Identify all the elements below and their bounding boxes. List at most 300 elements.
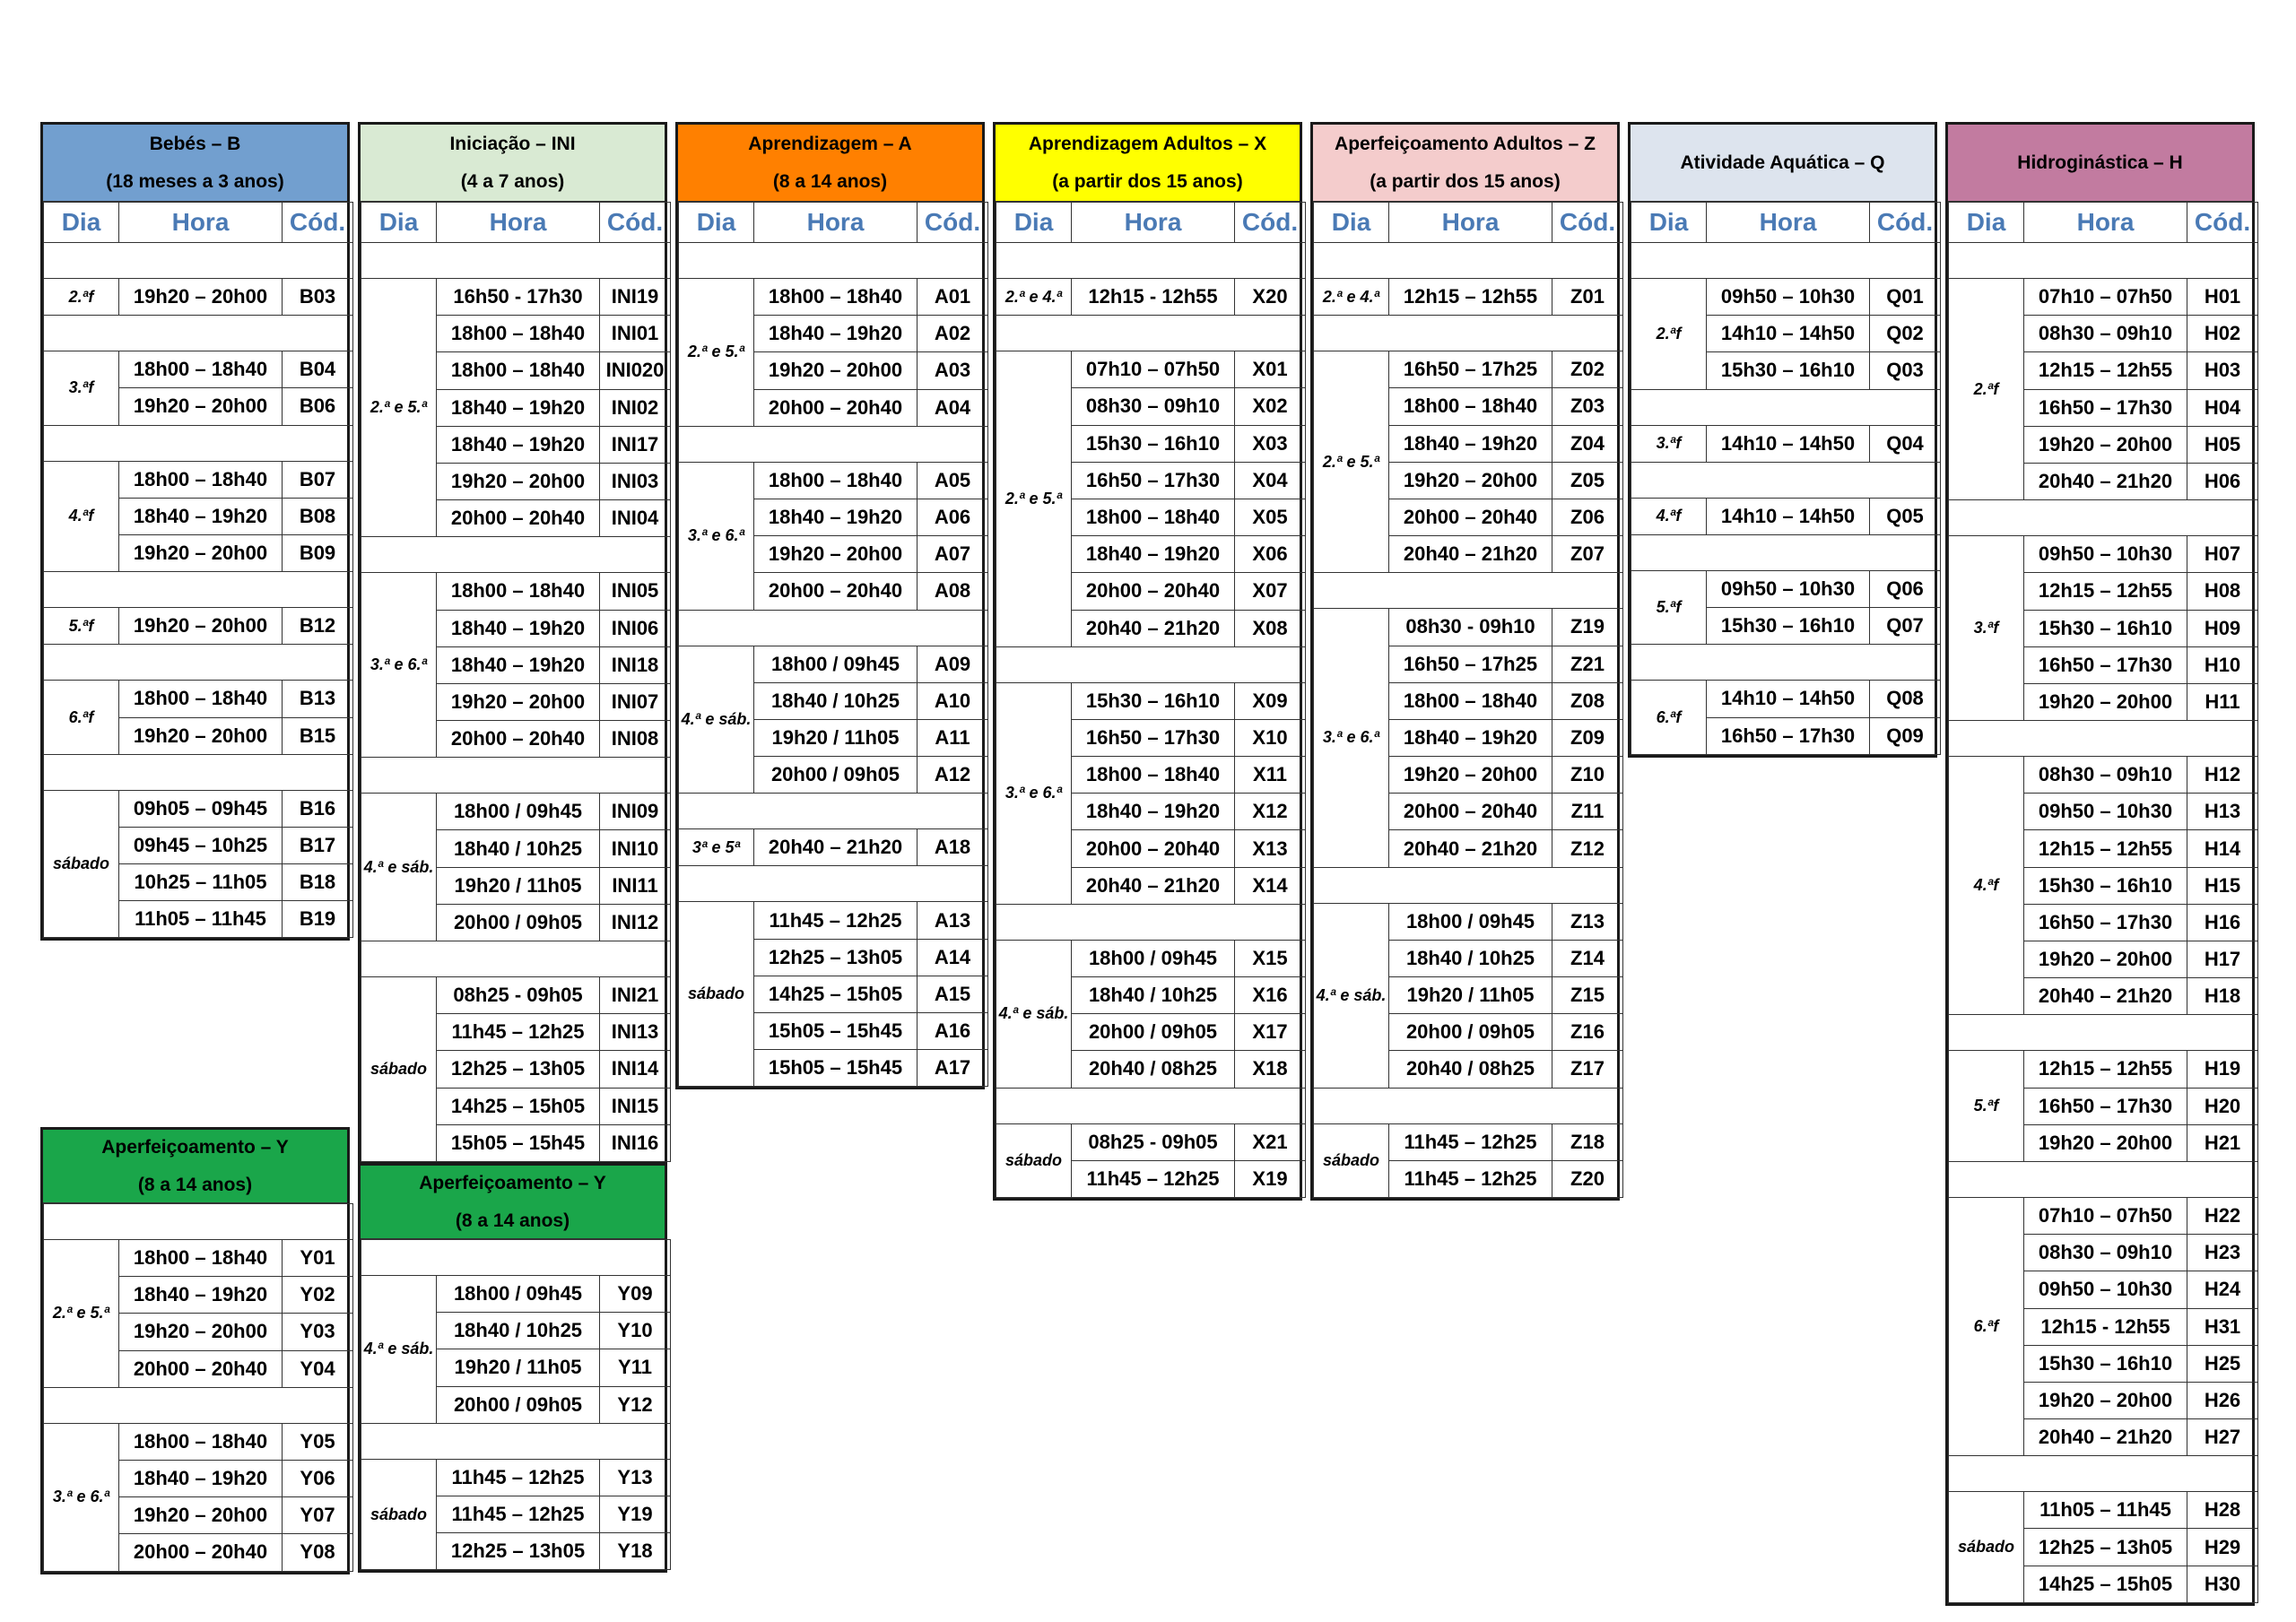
time-cell: 16h50 – 17h30 — [1072, 462, 1235, 499]
code-cell: H20 — [2187, 1088, 2258, 1124]
time-cell: 15h30 – 16h10 — [1072, 682, 1235, 719]
code-cell: H23 — [2187, 1235, 2258, 1271]
code-cell: Z08 — [1552, 682, 1623, 719]
table-row — [1949, 279, 2258, 316]
time-cell: 19h20 – 20h00 — [754, 536, 918, 573]
day-cell: 2.ª e 5.ª — [361, 279, 437, 537]
block-header — [43, 1130, 347, 1203]
spacer-row — [1631, 243, 1941, 279]
block-header — [361, 1166, 665, 1239]
time-cell: 16h50 – 17h30 — [2024, 904, 2187, 941]
code-cell: INI11 — [600, 867, 671, 904]
time-cell: 19h20 – 20h00 — [119, 1497, 283, 1534]
block-title: Aprendizagem Adultos – X — [1028, 133, 1267, 154]
time-cell: 18h00 – 18h40 — [119, 1423, 283, 1460]
code-cell: H29 — [2187, 1529, 2258, 1566]
block-title: Hidroginástica – H — [2017, 152, 2183, 173]
time-cell: 11h45 – 12h25 — [437, 1496, 600, 1532]
day-cell: 4.ª e sáb. — [1314, 903, 1389, 1088]
code-cell: Q09 — [1870, 717, 1941, 754]
spacer-row — [679, 610, 988, 646]
time-cell: 12h15 – 12h55 — [2024, 573, 2187, 610]
code-cell: B16 — [283, 790, 353, 827]
code-cell: H03 — [2187, 352, 2258, 389]
column-header-hora: Hora — [2024, 203, 2187, 243]
day-cell: 4.ªf — [1631, 498, 1707, 534]
column-header-row — [361, 203, 671, 243]
code-cell: Y19 — [600, 1496, 671, 1532]
code-cell: H06 — [2187, 463, 2258, 499]
day-cell: 4.ªf — [1949, 757, 2024, 1015]
table-row — [1949, 1492, 2258, 1529]
column-header-cod: Cód. — [600, 203, 671, 243]
spacer-row — [679, 866, 988, 902]
time-cell: 18h00 – 18h40 — [119, 681, 283, 717]
time-cell: 19h20 – 20h00 — [119, 717, 283, 754]
time-cell: 20h40 – 21h20 — [2024, 463, 2187, 499]
code-cell: INI21 — [600, 977, 671, 1014]
code-cell: Z03 — [1552, 388, 1623, 425]
code-cell: X19 — [1235, 1160, 1306, 1197]
code-cell: INI02 — [600, 389, 671, 426]
code-cell: B13 — [283, 681, 353, 717]
code-cell: H10 — [2187, 646, 2258, 683]
time-cell: 09h50 – 10h30 — [2024, 1271, 2187, 1308]
time-cell: 16h50 – 17h30 — [2024, 1088, 2187, 1124]
code-cell: INI08 — [600, 721, 671, 758]
schedule-table — [678, 202, 988, 1087]
code-cell: Z19 — [1552, 609, 1623, 646]
spacer-row — [44, 316, 353, 351]
time-cell: 20h40 – 21h20 — [1389, 830, 1552, 867]
code-cell: A11 — [918, 719, 988, 756]
spacer-row — [361, 537, 671, 573]
table-row — [361, 1459, 671, 1496]
code-cell: INI14 — [600, 1051, 671, 1088]
table-row — [679, 829, 988, 866]
spacer-cell — [996, 316, 1306, 351]
spacer-row — [44, 1387, 353, 1423]
table-row — [361, 1276, 671, 1313]
time-cell: 12h25 – 13h05 — [2024, 1529, 2187, 1566]
spacer-cell — [44, 1387, 353, 1423]
table-row — [361, 279, 671, 316]
column-header-row — [44, 203, 353, 243]
spacer-row — [1631, 645, 1941, 681]
spacer-cell — [1949, 1161, 2258, 1197]
code-cell: A13 — [918, 902, 988, 939]
table-row — [679, 902, 988, 939]
day-cell: 2.ª e 5.ª — [44, 1240, 119, 1388]
table-row — [44, 790, 353, 827]
table-row — [1631, 498, 1941, 534]
time-cell: 20h00 – 20h40 — [1389, 499, 1552, 535]
code-cell: X12 — [1235, 794, 1306, 830]
time-cell: 16h50 - 17h30 — [437, 279, 600, 316]
time-cell: 20h40 / 08h25 — [1072, 1051, 1235, 1088]
spacer-row — [679, 426, 988, 462]
block-header — [1631, 125, 1935, 202]
code-cell: X11 — [1235, 757, 1306, 794]
day-cell: 3.ª e 6.ª — [679, 462, 754, 610]
spacer-cell — [679, 866, 988, 902]
code-cell: X10 — [1235, 719, 1306, 756]
code-cell: Z01 — [1552, 279, 1623, 316]
table-row — [996, 682, 1306, 719]
code-cell: X09 — [1235, 682, 1306, 719]
spacer-row — [996, 904, 1306, 940]
code-cell: H08 — [2187, 573, 2258, 610]
time-cell: 18h40 – 19h20 — [1072, 794, 1235, 830]
block-title: Atividade Aquática – Q — [1680, 152, 1885, 173]
time-cell: 19h20 / 11h05 — [1389, 977, 1552, 1014]
block-title: Iniciação – INI — [449, 133, 576, 154]
column-header-hora: Hora — [119, 203, 283, 243]
schedule-table — [1313, 202, 1623, 1198]
code-cell: X05 — [1235, 499, 1306, 535]
code-cell: Y08 — [283, 1534, 353, 1571]
day-cell: 5.ªf — [1949, 1051, 2024, 1162]
table-row — [1631, 570, 1941, 607]
time-cell: 15h30 – 16h10 — [1707, 608, 1870, 645]
time-cell: 12h15 - 12h55 — [2024, 1308, 2187, 1345]
code-cell: Z04 — [1552, 425, 1623, 462]
code-cell: B03 — [283, 279, 353, 316]
time-cell: 11h45 – 12h25 — [754, 902, 918, 939]
table-row — [996, 351, 1306, 388]
day-cell: 6.ªf — [1631, 681, 1707, 754]
table-row — [1949, 1051, 2258, 1088]
spacer-cell — [996, 243, 1306, 279]
spacer-row — [996, 646, 1306, 682]
code-cell: H27 — [2187, 1419, 2258, 1456]
time-cell: 12h25 – 13h05 — [437, 1533, 600, 1570]
time-cell: 18h00 – 18h40 — [754, 462, 918, 499]
day-cell: 4.ªf — [44, 461, 119, 572]
code-cell: Z06 — [1552, 499, 1623, 535]
time-cell: 11h45 – 12h25 — [437, 1459, 600, 1496]
time-cell: 18h40 / 10h25 — [1389, 940, 1552, 976]
spacer-cell — [361, 1240, 671, 1276]
code-cell: X16 — [1235, 977, 1306, 1014]
time-cell: 20h00 / 09h05 — [437, 1386, 600, 1423]
day-cell: 2.ª e 4.ª — [1314, 279, 1389, 316]
table-row — [1314, 1123, 1623, 1160]
time-cell: 19h20 – 20h00 — [2024, 426, 2187, 463]
time-cell: 14h25 – 15h05 — [437, 1088, 600, 1124]
time-cell: 20h00 / 09h05 — [754, 757, 918, 794]
spacer-row — [1949, 721, 2258, 757]
time-cell: 18h40 – 19h20 — [1389, 719, 1552, 756]
spacer-cell — [1314, 867, 1623, 903]
schedule-block — [1945, 122, 2255, 1606]
time-cell: 20h40 – 21h20 — [2024, 978, 2187, 1015]
spacer-row — [996, 243, 1306, 279]
time-cell: 14h10 – 14h50 — [1707, 425, 1870, 462]
time-cell: 12h25 – 13h05 — [754, 939, 918, 976]
code-cell: A03 — [918, 352, 988, 389]
time-cell: 20h00 – 20h40 — [437, 721, 600, 758]
time-cell: 15h30 – 16h10 — [1707, 352, 1870, 389]
code-cell: Z13 — [1552, 903, 1623, 940]
spacer-row — [1949, 1161, 2258, 1197]
time-cell: 20h00 – 20h40 — [437, 500, 600, 537]
time-cell: 20h00 – 20h40 — [1072, 830, 1235, 867]
schedule-block — [675, 122, 985, 1089]
code-cell: X01 — [1235, 351, 1306, 388]
spacer-row — [44, 1204, 353, 1240]
time-cell: 08h30 – 09h10 — [2024, 757, 2187, 794]
day-cell: 3.ª e 6.ª — [361, 573, 437, 758]
day-cell: 3.ª e 6.ª — [996, 682, 1072, 904]
code-cell: H11 — [2187, 683, 2258, 720]
code-cell: H15 — [2187, 867, 2258, 904]
time-cell: 20h00 – 20h40 — [754, 389, 918, 426]
code-cell: INI15 — [600, 1088, 671, 1124]
time-cell: 20h00 – 20h40 — [119, 1534, 283, 1571]
column-header-hora: Hora — [754, 203, 918, 243]
code-cell: X15 — [1235, 940, 1306, 976]
code-cell: Y09 — [600, 1276, 671, 1313]
schedule-block — [358, 1163, 667, 1573]
code-cell: B07 — [283, 461, 353, 498]
time-cell: 11h45 – 12h25 — [1389, 1160, 1552, 1197]
block-title: Aperfeiçoamento Adultos – Z — [1335, 133, 1596, 154]
table-row — [1314, 609, 1623, 646]
table-row — [44, 1240, 353, 1277]
column-header-hora: Hora — [1707, 203, 1870, 243]
block-title: Aperfeiçoamento – Y — [101, 1136, 289, 1158]
spacer-cell — [1314, 1088, 1623, 1123]
table-row — [44, 608, 353, 645]
time-cell: 19h20 / 11h05 — [754, 719, 918, 756]
code-cell: B17 — [283, 827, 353, 863]
table-row — [996, 279, 1306, 316]
code-cell: B08 — [283, 498, 353, 534]
time-cell: 12h15 – 12h55 — [1389, 279, 1552, 316]
time-cell: 15h30 – 16h10 — [2024, 610, 2187, 646]
table-row — [44, 461, 353, 498]
table-row — [44, 279, 353, 316]
time-cell: 18h00 / 09h45 — [1389, 903, 1552, 940]
column-header-hora: Hora — [1389, 203, 1552, 243]
day-cell: 4.ª e sáb. — [679, 646, 754, 794]
schedule-block — [358, 122, 667, 1165]
column-header-cod: Cód. — [918, 203, 988, 243]
time-cell: 14h10 – 14h50 — [1707, 498, 1870, 534]
time-cell: 19h20 – 20h00 — [119, 1314, 283, 1350]
table-row — [1949, 1197, 2258, 1234]
time-cell: 16h50 – 17h30 — [2024, 389, 2187, 426]
column-header-dia: Dia — [996, 203, 1072, 243]
spacer-cell — [1631, 389, 1941, 425]
code-cell: B06 — [283, 388, 353, 425]
code-cell: Z20 — [1552, 1160, 1623, 1197]
block-subtitle: (a partir dos 15 anos) — [1052, 170, 1243, 192]
spacer-cell — [44, 754, 353, 790]
column-header-cod: Cód. — [1552, 203, 1623, 243]
time-cell: 18h40 – 19h20 — [437, 646, 600, 683]
spacer-cell — [1949, 243, 2258, 279]
time-cell: 15h30 – 16h10 — [2024, 867, 2187, 904]
time-cell: 18h00 / 09h45 — [437, 794, 600, 830]
time-cell: 18h40 – 19h20 — [1072, 536, 1235, 573]
code-cell: B12 — [283, 608, 353, 645]
day-cell: 3.ªf — [44, 351, 119, 425]
code-cell: Q03 — [1870, 352, 1941, 389]
time-cell: 18h40 – 19h20 — [437, 610, 600, 646]
time-cell: 12h15 – 12h55 — [2024, 352, 2187, 389]
code-cell: X08 — [1235, 610, 1306, 646]
time-cell: 07h10 – 07h50 — [2024, 1197, 2187, 1234]
day-cell: 2.ª e 5.ª — [679, 279, 754, 427]
code-cell: X14 — [1235, 867, 1306, 904]
code-cell: A18 — [918, 829, 988, 866]
time-cell: 14h25 – 15h05 — [754, 976, 918, 1012]
code-cell: H25 — [2187, 1345, 2258, 1382]
time-cell: 16h50 – 17h30 — [2024, 646, 2187, 683]
time-cell: 10h25 – 11h05 — [119, 864, 283, 901]
schedule-table — [43, 1203, 353, 1572]
code-cell: Q04 — [1870, 425, 1941, 462]
time-cell: 18h40 – 19h20 — [119, 1460, 283, 1496]
time-cell: 20h00 – 20h40 — [1072, 573, 1235, 610]
time-cell: 18h00 – 18h40 — [1389, 388, 1552, 425]
time-cell: 11h45 – 12h25 — [1072, 1160, 1235, 1197]
time-cell: 20h40 – 21h20 — [1072, 610, 1235, 646]
time-cell: 08h30 – 09h10 — [1072, 388, 1235, 425]
time-cell: 16h50 – 17h25 — [1389, 646, 1552, 682]
code-cell: A09 — [918, 646, 988, 682]
spacer-row — [1631, 534, 1941, 570]
time-cell: 09h45 – 10h25 — [119, 827, 283, 863]
column-header-cod: Cód. — [1235, 203, 1306, 243]
table-row — [1314, 903, 1623, 940]
spacer-cell — [1949, 721, 2258, 757]
code-cell: Z12 — [1552, 830, 1623, 867]
code-cell: H07 — [2187, 536, 2258, 573]
time-cell: 19h20 – 20h00 — [119, 388, 283, 425]
day-cell: 3.ª e 6.ª — [1314, 609, 1389, 867]
day-cell: 4.ª e sáb. — [996, 940, 1072, 1088]
code-cell: X21 — [1235, 1123, 1306, 1160]
time-cell: 16h50 – 17h30 — [1072, 719, 1235, 756]
column-header-row — [1314, 203, 1623, 243]
code-cell: X02 — [1235, 388, 1306, 425]
code-cell: H09 — [2187, 610, 2258, 646]
day-cell: 5.ªf — [44, 608, 119, 645]
schedule-table — [43, 202, 353, 938]
code-cell: Z02 — [1552, 351, 1623, 388]
time-cell: 15h05 – 15h45 — [754, 1050, 918, 1087]
spacer-row — [361, 1423, 671, 1459]
block-header — [1313, 125, 1617, 202]
column-header-hora: Hora — [1072, 203, 1235, 243]
spacer-cell — [44, 425, 353, 461]
day-cell: 2.ª e 5.ª — [1314, 351, 1389, 573]
schedule-table — [361, 202, 671, 1162]
time-cell: 18h00 – 18h40 — [437, 316, 600, 352]
time-cell: 18h40 – 19h20 — [754, 316, 918, 352]
day-cell: 2.ªf — [44, 279, 119, 316]
column-header-dia: Dia — [1631, 203, 1707, 243]
block-header — [361, 125, 665, 202]
time-cell: 19h20 – 20h00 — [119, 279, 283, 316]
code-cell: A15 — [918, 976, 988, 1012]
code-cell: H17 — [2187, 941, 2258, 978]
time-cell: 18h40 / 10h25 — [437, 830, 600, 867]
code-cell: X18 — [1235, 1051, 1306, 1088]
time-cell: 08h30 – 09h10 — [2024, 1235, 2187, 1271]
spacer-row — [1314, 1088, 1623, 1123]
time-cell: 19h20 – 20h00 — [437, 683, 600, 720]
code-cell: X13 — [1235, 830, 1306, 867]
day-cell: 5.ªf — [1631, 570, 1707, 644]
code-cell: Y07 — [283, 1497, 353, 1534]
spacer-cell — [996, 1088, 1306, 1123]
time-cell: 18h00 – 18h40 — [437, 573, 600, 610]
schedule-block — [40, 122, 350, 941]
time-cell: 19h20 – 20h00 — [119, 608, 283, 645]
day-cell: 2.ª e 4.ª — [996, 279, 1072, 316]
code-cell: Y05 — [283, 1423, 353, 1460]
code-cell: H26 — [2187, 1382, 2258, 1418]
time-cell: 20h00 – 20h40 — [119, 1350, 283, 1387]
spacer-cell — [1949, 1015, 2258, 1051]
code-cell: Q06 — [1870, 570, 1941, 607]
time-cell: 20h40 – 21h20 — [2024, 1419, 2187, 1456]
code-cell: Z17 — [1552, 1051, 1623, 1088]
spacer-cell — [361, 243, 671, 279]
code-cell: X06 — [1235, 536, 1306, 573]
time-cell: 07h10 – 07h50 — [2024, 279, 2187, 316]
time-cell: 12h15 - 12h55 — [1072, 279, 1235, 316]
code-cell: Z21 — [1552, 646, 1623, 682]
code-cell: Z05 — [1552, 462, 1623, 499]
schedule-block — [40, 1127, 350, 1574]
time-cell: 11h45 – 12h25 — [437, 1014, 600, 1051]
table-row — [1314, 351, 1623, 388]
spacer-row — [1314, 573, 1623, 609]
time-cell: 18h00 / 09h45 — [437, 1276, 600, 1313]
code-cell: H18 — [2187, 978, 2258, 1015]
spacer-cell — [679, 794, 988, 829]
code-cell: H16 — [2187, 904, 2258, 941]
time-cell: 20h40 – 21h20 — [754, 829, 918, 866]
code-cell: INI01 — [600, 316, 671, 352]
time-cell: 18h40 / 10h25 — [754, 682, 918, 719]
spacer-cell — [1631, 243, 1941, 279]
time-cell: 20h00 – 20h40 — [1389, 794, 1552, 830]
time-cell: 19h20 – 20h00 — [2024, 1124, 2187, 1161]
time-cell: 19h20 – 20h00 — [119, 534, 283, 571]
table-row — [44, 1423, 353, 1460]
table-row — [996, 940, 1306, 976]
code-cell: H22 — [2187, 1197, 2258, 1234]
day-cell: 2.ª e 5.ª — [996, 351, 1072, 647]
day-cell: sábado — [361, 1459, 437, 1570]
time-cell: 19h20 – 20h00 — [1389, 462, 1552, 499]
code-cell: INI18 — [600, 646, 671, 683]
time-cell: 08h25 - 09h05 — [1072, 1123, 1235, 1160]
time-cell: 18h40 – 19h20 — [754, 499, 918, 535]
code-cell: Q07 — [1870, 608, 1941, 645]
block-title: Aperfeiçoamento – Y — [419, 1172, 606, 1193]
table-row — [679, 462, 988, 499]
spacer-cell — [1949, 1456, 2258, 1492]
code-cell: Y10 — [600, 1313, 671, 1349]
spacer-cell — [44, 1204, 353, 1240]
